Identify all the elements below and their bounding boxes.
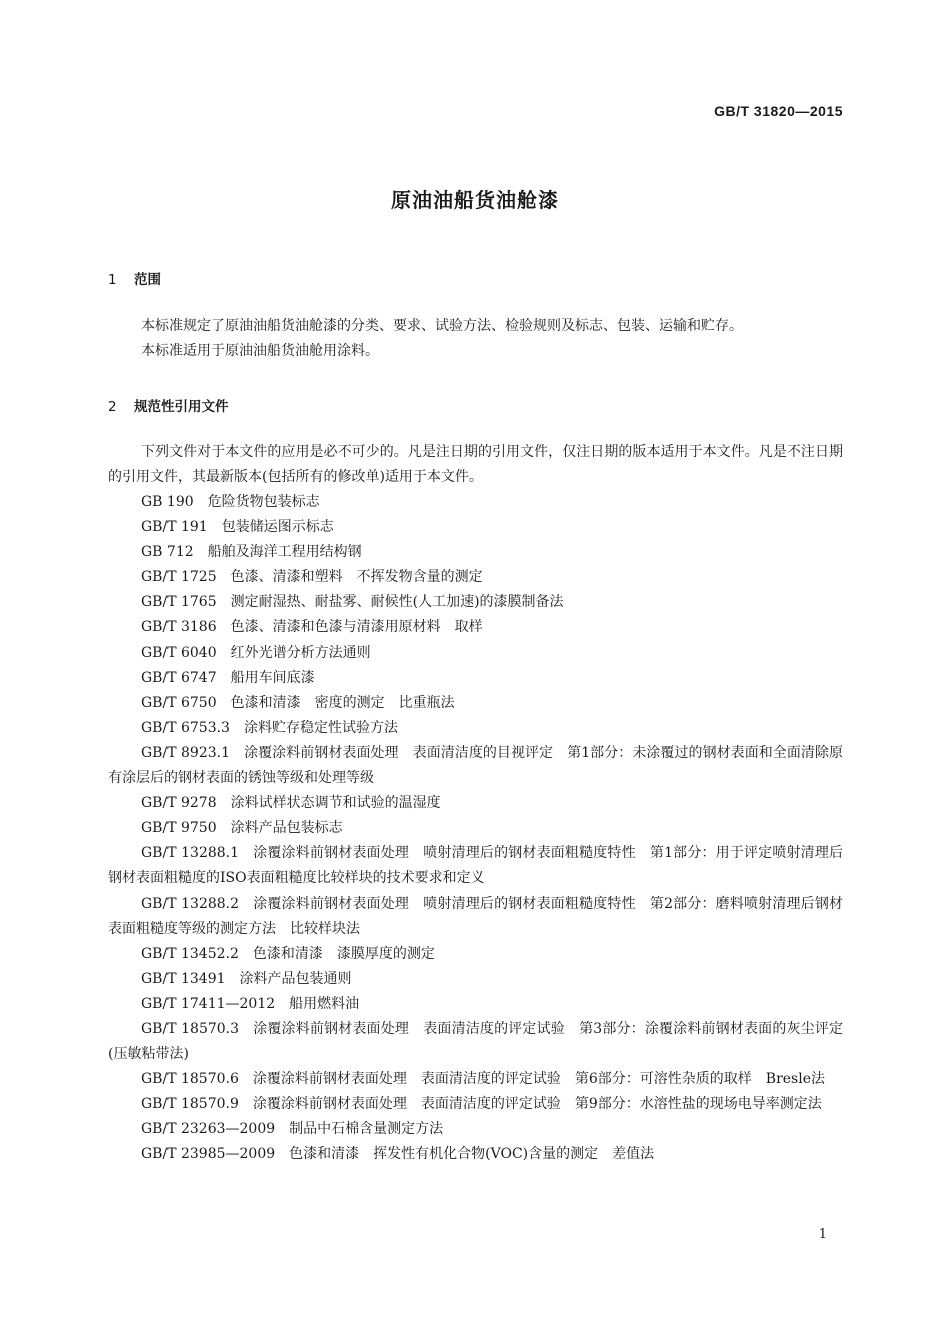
reference-code: GB/T 13288.1 [141, 845, 240, 862]
reference-title: 色漆和清漆 密度的测定 比重瓶法 [230, 694, 455, 711]
scope-paragraph-2: 本标准适用于原油油船货油舱用涂料。 [141, 343, 379, 359]
reference-item [108, 641, 843, 666]
reference-title: 涂覆涂料前钢材表面处理 表面清洁度的目视评定 第1部分：未涂覆过的钢材表面和全面清除原有涂层后的钢材表面的锈蚀等级和处理等级 [108, 744, 843, 787]
reference-item [108, 816, 843, 841]
reference-item [108, 1092, 843, 1117]
reference-item [108, 1142, 843, 1167]
reference-code: GB/T 1765 [141, 594, 217, 611]
reference-title: 色漆、清漆和塑料 不挥发物含量的测定 [230, 569, 483, 586]
reference-title: 涂覆涂料前钢材表面处理 表面清洁度的评定试验 第9部分：水溶性盐的现场电导率测定法 [252, 1096, 822, 1113]
reference-item [108, 942, 843, 967]
reference-code: GB/T 18570.3 [141, 1020, 240, 1037]
reference-code: GB/T 191 [141, 519, 208, 536]
reference-code: GB/T 6040 [141, 644, 217, 661]
reference-title: 色漆、清漆和色漆与清漆用原材料 取样 [230, 619, 483, 636]
reference-title: 船用车间底漆 [230, 669, 315, 686]
reference-title: 包装储运图示标志 [221, 519, 334, 536]
reference-title: 涂料产品包装通则 [239, 970, 352, 987]
reference-title: 色漆和清漆 漆膜厚度的测定 [252, 945, 435, 962]
reference-title: 测定耐湿热、耐盐雾、耐候性(人工加速)的漆膜制备法 [230, 594, 564, 611]
reference-item [108, 540, 843, 565]
reference-title: 涂覆涂料前钢材表面处理 表面清洁度的评定试验 第3部分：涂覆涂料前钢材表面的灰尘评定(压敏粘带法) [108, 1020, 844, 1063]
document-title: 原油油船货油舱漆 [391, 188, 559, 212]
reference-item [108, 967, 843, 992]
reference-code: GB/T 23985—2009 [141, 1146, 276, 1163]
reference-code: GB/T 8923.1 [141, 744, 231, 761]
section-number: 2 [108, 399, 117, 415]
reference-item [108, 791, 843, 816]
reference-code: GB/T 3186 [141, 619, 217, 636]
references-intro: 下列文件对于本文件的应用是必不可少的。凡是注日期的引用文件，仅注日期的版本适用于本文件。凡是不注日期的引用文件，其最新版本(包括所有的修改单)适用于本文件。 [108, 444, 843, 485]
reference-item [108, 716, 843, 741]
reference-item [108, 1017, 843, 1067]
reference-code: GB 712 [141, 544, 194, 561]
reference-code: GB/T 6750 [141, 694, 217, 711]
reference-item [108, 490, 843, 515]
scope-paragraph-1: 本标准规定了原油油船货油舱漆的分类、要求、试验方法、检验规则及标志、包装、运输和贮存。 [141, 318, 743, 334]
reference-code: GB/T 13491 [141, 970, 226, 987]
reference-code: GB/T 17411—2012 [141, 995, 276, 1012]
reference-item [108, 741, 843, 791]
reference-title: 涂料产品包装标志 [230, 820, 343, 837]
reference-code: GB/T 9750 [141, 820, 217, 837]
reference-title: 涂覆涂料前钢材表面处理 喷射清理后的钢材表面粗糙度特性 第2部分：磨料喷射清理后钢材表面粗糙度等级的测定方法 比较样块法 [108, 895, 844, 937]
reference-code: GB/T 9278 [141, 795, 217, 812]
section-number: 1 [108, 272, 117, 288]
reference-code: GB/T 13288.2 [141, 895, 240, 912]
section-2-heading [108, 395, 229, 415]
reference-item [108, 841, 843, 891]
section-title: 范围 [134, 272, 161, 288]
reference-code: GB 190 [141, 494, 194, 510]
reference-code: GB/T 1725 [141, 569, 217, 586]
normative-reference-list [108, 490, 843, 1168]
reference-item [108, 1117, 843, 1142]
reference-title: 制品中石棉含量测定方法 [289, 1121, 444, 1138]
reference-title: 船用燃料油 [289, 995, 360, 1012]
reference-title: 红外光谱分析方法通则 [230, 644, 371, 661]
reference-item [108, 691, 843, 716]
reference-title: 船舶及海洋工程用结构钢 [207, 544, 362, 561]
reference-item [108, 892, 843, 942]
reference-code: GB/T 6753.3 [141, 719, 230, 736]
standard-code: GB/T 31820—2015 [714, 103, 843, 119]
reference-item [108, 590, 843, 615]
reference-code: GB/T 18570.9 [141, 1096, 239, 1113]
reference-item [108, 666, 843, 691]
reference-code: GB/T 18570.6 [141, 1071, 239, 1088]
reference-item [108, 1067, 843, 1092]
reference-item [108, 515, 843, 540]
section-title: 规范性引用文件 [134, 399, 229, 415]
reference-title: 涂料贮存稳定性试验方法 [243, 719, 398, 736]
reference-title: 危险货物包装标志 [207, 494, 320, 510]
reference-item [108, 992, 843, 1017]
reference-code: GB/T 6747 [141, 669, 217, 686]
reference-code: GB/T 13452.2 [141, 945, 239, 962]
reference-item [108, 615, 843, 640]
page-number: 1 [818, 1227, 827, 1242]
reference-title: 涂覆涂料前钢材表面处理 喷射清理后的钢材表面粗糙度特性 第1部分：用于评定喷射清理后钢材表面粗糙度的ISO表面粗糙度比较样块的技术要求和定义 [108, 845, 844, 887]
reference-title: 涂料试样状态调节和试验的温湿度 [230, 795, 441, 812]
reference-title: 涂覆涂料前钢材表面处理 表面清洁度的评定试验 第6部分：可溶性杂质的取样 Bresle法 [252, 1071, 825, 1088]
reference-item [108, 565, 843, 590]
reference-code: GB/T 23263—2009 [141, 1121, 276, 1138]
reference-title: 色漆和清漆 挥发性有机化合物(VOC)含量的测定 差值法 [289, 1146, 655, 1163]
section-1-heading [108, 268, 161, 288]
